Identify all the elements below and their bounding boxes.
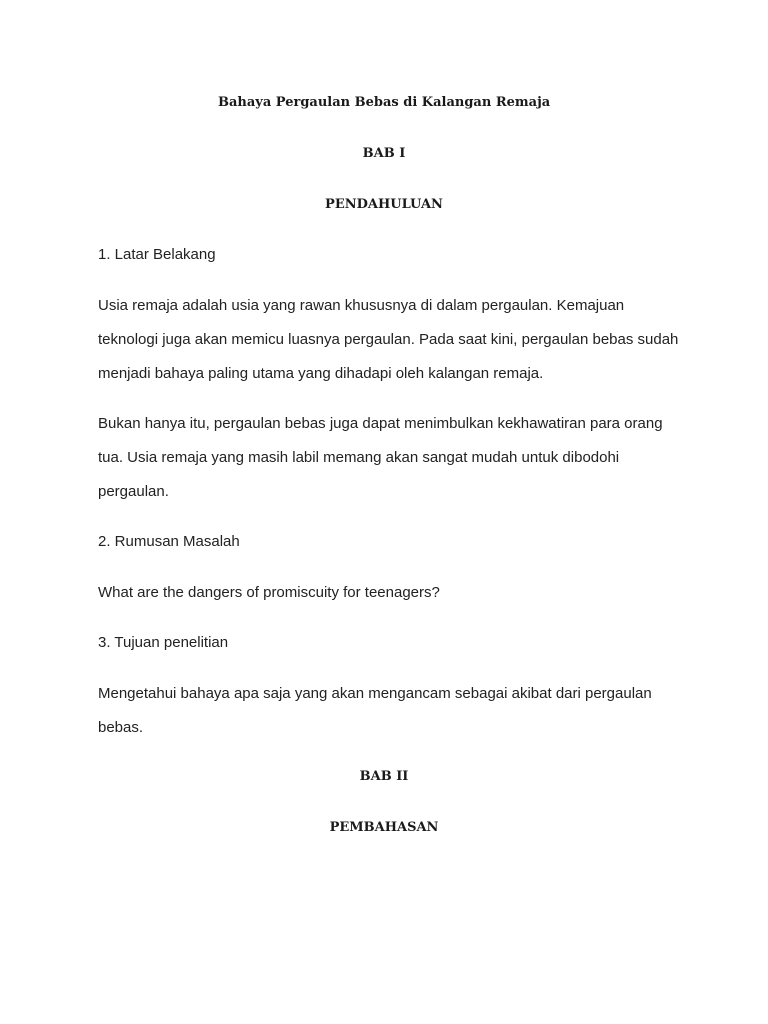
- paragraph-2-line-2: tua. Usia remaja yang masih labil memang akan sangat mudah untuk dibodohi: [98, 449, 620, 466]
- paragraph-1-line-3: menjadi bahaya paling utama yang dihadapi oleh kalangan remaja.: [98, 365, 544, 382]
- paragraph-2-line-1: Bukan hanya itu, pergaulan bebas juga dapat menimbulkan kekhawatiran para orang: [98, 415, 663, 432]
- paragraph-2-line-3: pergaulan.: [98, 483, 169, 500]
- section-3-heading: 3. Tujuan penelitian: [98, 634, 229, 651]
- section-1-heading: 1. Latar Belakang: [98, 246, 216, 263]
- document-title: Bahaya Pergaulan Bebas di Kalangan Remaja: [218, 95, 551, 110]
- paragraph-3-line-1: Mengetahui bahaya apa saja yang akan mengancam sebagai akibat dari pergaulan: [98, 685, 652, 702]
- section-2-text: What are the dangers of promiscuity for teenagers?: [98, 584, 440, 601]
- chapter-1-label: BAB I: [362, 146, 406, 161]
- section-2-heading: 2. Rumusan Masalah: [98, 533, 240, 550]
- paragraph-3-line-2: bebas.: [98, 719, 144, 736]
- chapter-2-heading: PEMBAHASAN: [329, 820, 439, 835]
- chapter-2-label: BAB II: [359, 769, 409, 784]
- paragraph-1-line-2: teknologi juga akan memicu luasnya pergaulan. Pada saat kini, pergaulan bebas sudah: [98, 331, 679, 348]
- chapter-1-heading: PENDAHULUAN: [325, 197, 443, 212]
- paragraph-1-line-1: Usia remaja adalah usia yang rawan khususnya di dalam pergaulan. Kemajuan: [98, 297, 625, 314]
